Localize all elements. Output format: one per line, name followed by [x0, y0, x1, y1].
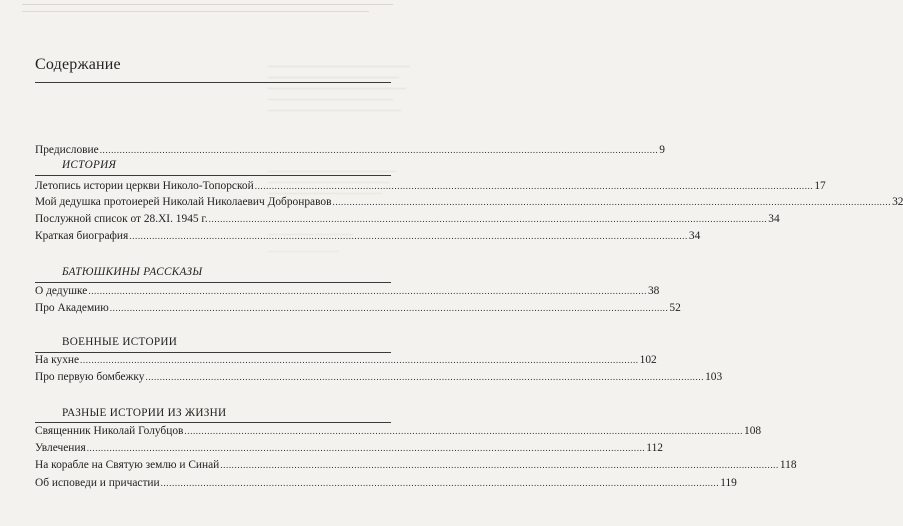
entry-page: 52	[669, 302, 681, 314]
leader-dots: ....................................................................................................................................................................................................	[88, 286, 647, 296]
toc-entry	[35, 301, 681, 315]
leader-dots: ....................................................................................................................................................................................................	[254, 181, 814, 191]
section-heading: БАТЮШКИНЫ РАССКАЗЫ	[62, 266, 203, 278]
toc-entry	[35, 424, 762, 438]
section-rule	[35, 175, 391, 176]
section-rule	[35, 422, 391, 423]
section-heading: ВОЕННЫЕ ИСТОРИИ	[62, 336, 178, 348]
toc-entry	[35, 458, 797, 472]
entry-label: Об исповеди и причастии	[35, 477, 160, 489]
leader-dots: ....................................................................................................................................................................................................	[86, 443, 646, 453]
entry-label: Мой дедушка протоиерей Николай Николаевич Добронравов	[35, 196, 332, 208]
entry-label: Про первую бомбежку	[35, 371, 145, 383]
entry-label: Краткая биография	[35, 230, 129, 242]
entry-label: Послужной список от 28.XI. 1945 г.	[35, 213, 208, 225]
section-heading: РАЗНЫЕ ИСТОРИИ ИЗ ЖИЗНИ	[62, 407, 227, 419]
toc-entry	[35, 370, 723, 384]
toc-entry	[35, 476, 737, 490]
entry-label: Предисловие	[35, 144, 99, 156]
toc-entry-preface	[35, 143, 665, 157]
toc-entry	[35, 212, 780, 226]
toc-entry	[35, 284, 660, 298]
toc-entry	[35, 229, 701, 243]
leader-dots: ....................................................................................................................................................................................................	[80, 355, 639, 365]
entry-page: 119	[720, 477, 737, 489]
leader-dots: ....................................................................................................................................................................................................	[220, 460, 779, 470]
leader-dots: ....................................................................................................................................................................................................	[208, 214, 768, 224]
entry-label: На кухне	[35, 354, 80, 366]
leader-dots: ....................................................................................................................................................................................................	[145, 372, 705, 382]
show-through-right	[268, 18, 410, 488]
entry-page: 118	[779, 459, 797, 471]
entry-page: 9	[659, 144, 665, 156]
leader-dots: ....................................................................................................................................................................................................	[160, 478, 720, 488]
entry-label: На корабле на Святую землю и Синай	[35, 459, 220, 471]
entry-label: Про Академию	[35, 302, 109, 314]
entry-page: 112	[646, 442, 663, 454]
entry-page: 38	[647, 285, 660, 297]
page-title: Содержание	[35, 56, 121, 73]
entry-page: 32	[892, 196, 903, 208]
entry-label: Священник Николай Голубцов	[35, 425, 184, 437]
leader-dots: ....................................................................................................................................................................................................	[332, 197, 892, 207]
show-through-top	[22, 0, 408, 18]
section-heading: ИСТОРИЯ	[62, 159, 117, 171]
entry-label: Летопись истории церкви Николо-Топорской	[35, 180, 254, 192]
entry-page: 34	[768, 213, 780, 225]
section-rule	[35, 282, 391, 283]
toc-entry	[35, 441, 663, 455]
entry-page: 17	[814, 180, 826, 192]
entry-page: 102	[639, 354, 657, 366]
entry-label: Увлечения	[35, 442, 86, 454]
leader-dots: ....................................................................................................................................................................................................	[184, 426, 743, 436]
entry-label: О дедушке	[35, 285, 88, 297]
toc-entry	[35, 353, 657, 367]
leader-dots: ....................................................................................................................................................................................................	[99, 145, 659, 155]
leader-dots: ....................................................................................................................................................................................................	[109, 303, 669, 313]
entry-page: 108	[744, 425, 762, 437]
entry-page: 34	[688, 230, 701, 242]
toc-entry	[35, 195, 903, 209]
toc-entry	[35, 179, 826, 193]
title-rule	[35, 82, 391, 83]
entry-page: 103	[705, 371, 723, 383]
leader-dots: ....................................................................................................................................................................................................	[129, 231, 688, 241]
